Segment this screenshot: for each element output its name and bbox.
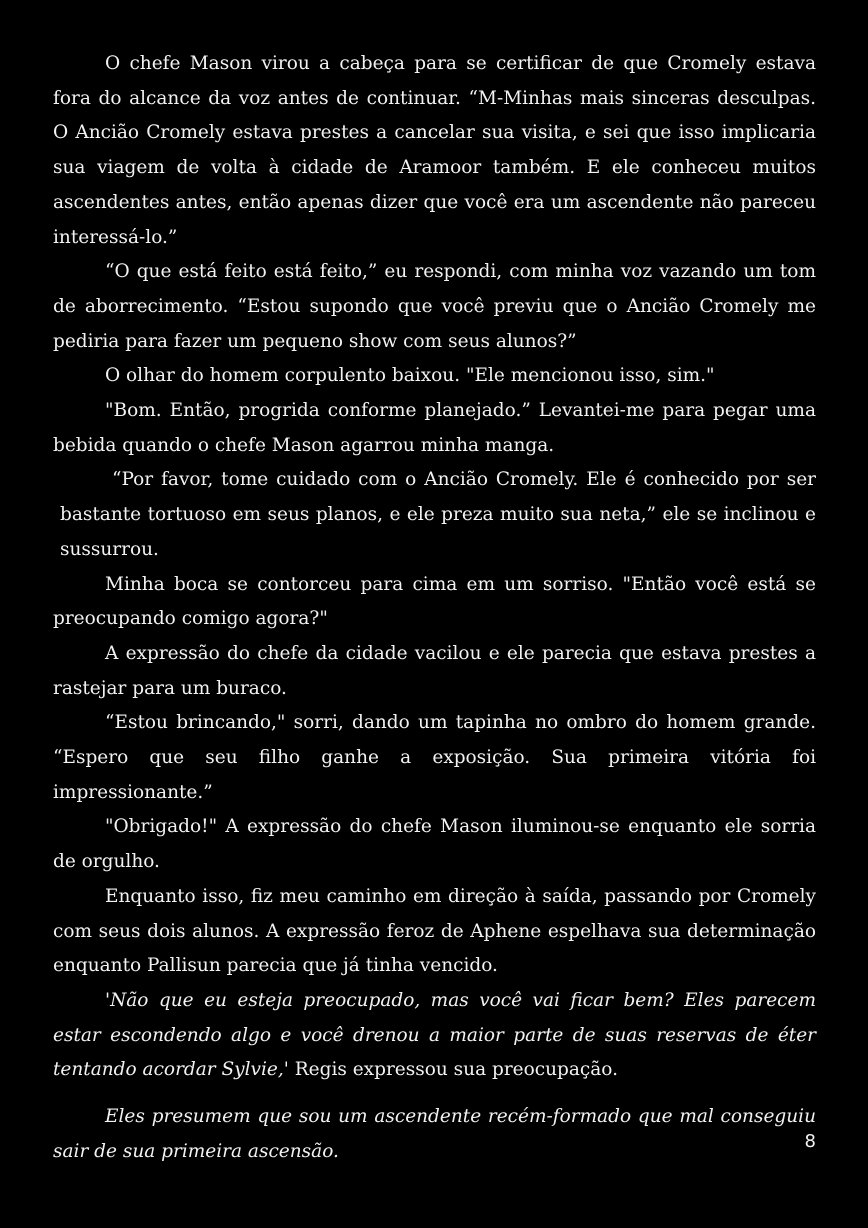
paragraph: O chefe Mason virou a cabeça para se certificar de que Cromely estava fora do alcance da voz antes de continuar. “M-Minhas mais sinceras desculpas. O Ancião Cromely estava prestes a cancelar sua visita, e sei que isso implicaria sua viagem de volta à cidade de Aramoor também. E ele conheceu muitos ascendentes antes, então apenas dizer que você era um ascendente não pareceu interessá-lo.” xyxy=(53,53,816,248)
paragraph: “Por favor, tome cuidado com o Ancião Cromely. Ele é conhecido por ser bastante tortuoso em seus planos, e ele preza muito sua neta,” ele se inclinou e sussurrou. xyxy=(60,469,816,560)
paragraph: “Estou brincando," sorri, dando um tapinha no ombro do homem grande. “Espero que seu filho ganhe a exposição. Sua primeira vitória foi impressionante.” xyxy=(53,712,816,803)
thought-attribution: Regis expressou sua preocupação. xyxy=(288,1059,618,1081)
paragraph: A expressão do chefe da cidade vacilou e ele parecia que estava prestes a rastejar para um buraco. xyxy=(53,642,816,699)
paragraph: Enquanto isso, fiz meu caminho em direção à saída, passando por Cromely com seus dois alunos. A expressão feroz de Aphene espelhava sua determinação enquanto Pallisun parecia que já tinha vencido. xyxy=(53,885,816,977)
paragraph: "Obrigado!" A expressão do chefe Mason iluminou-se enquanto ele sorria de orgulho. xyxy=(53,816,816,873)
thought-italic-text: 'Não que eu esteja preocupado, mas você vai ficar bem? Eles parecem estar escondendo algo e você drenou a maior parte de suas reservas de éter tentando acordar Sylvie,' xyxy=(53,989,816,1081)
page-body xyxy=(53,47,816,1170)
page-number: 8 xyxy=(804,1131,816,1152)
thought-paragraph xyxy=(53,984,816,1088)
paragraph: “O que está feito está feito,” eu respondi, com minha voz vazando um tom de aborrecimento. “Estou supondo que você previu que o Ancião Cromely me pediria para fazer um pequeno show com seus alunos?” xyxy=(53,261,816,352)
paragraph: Minha boca se contorceu para cima em um sorriso. "Então você está se preocupando comigo agora?" xyxy=(53,573,816,630)
final-thought-paragraph: Eles presumem que sou um ascendente recém-formado que mal conseguiu sair de sua primeira ascensão. xyxy=(53,1106,816,1162)
paragraph: "Bom. Então, progrida conforme planejado.” Levantei-me para pegar uma bebida quando o chefe Mason agarrou minha manga. xyxy=(53,400,816,456)
paragraph: O olhar do homem corpulento baixou. "Ele mencionou isso, sim." xyxy=(105,365,715,387)
